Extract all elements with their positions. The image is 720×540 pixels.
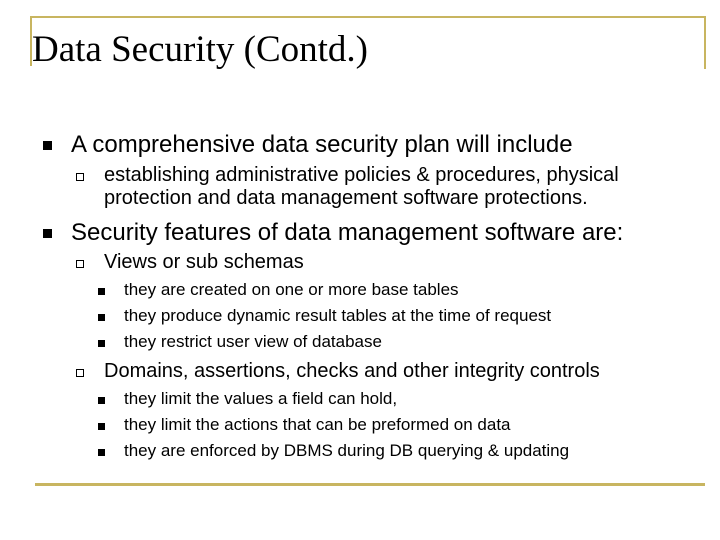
hollow-square-bullet-icon <box>76 369 84 377</box>
bullet-1-text: A comprehensive data security plan will include <box>71 131 573 158</box>
hollow-square-bullet-icon <box>76 173 84 181</box>
bottom-accent-line <box>35 483 705 486</box>
bullet-2-sub-1-text: Views or sub schemas <box>104 251 304 273</box>
square-bullet-icon <box>98 314 105 321</box>
square-bullet-icon <box>98 423 105 430</box>
bullet-1-sub-line-2: protection and data management software protections. <box>104 187 588 209</box>
square-bullet-icon <box>98 449 105 456</box>
hollow-square-bullet-icon <box>76 260 84 268</box>
right-accent-line <box>704 16 706 69</box>
top-accent-line <box>30 16 706 18</box>
bullet-2-sub-2-item-1: they limit the values a field can hold, <box>124 389 398 408</box>
square-bullet-icon <box>98 288 105 295</box>
slide-title: Data Security (Contd.) <box>32 29 368 70</box>
bullet-2-text: Security features of data management software are: <box>71 219 624 246</box>
square-bullet-icon <box>43 141 52 150</box>
bullet-2-sub-2-item-2: they limit the actions that can be preformed on data <box>124 415 511 434</box>
bullet-2-sub-2-item-3: they are enforced by DBMS during DB querying & updating <box>124 441 570 460</box>
bullet-2-sub-1-item-3: they restrict user view of database <box>124 332 382 351</box>
bullet-1-sub-line-1: establishing administrative policies & procedures, physical <box>104 164 619 186</box>
square-bullet-icon <box>98 340 105 347</box>
square-bullet-icon <box>43 229 52 238</box>
bullet-2-sub-2-text: Domains, assertions, checks and other integrity controls <box>104 360 600 382</box>
bullet-2-sub-1-item-1: they are created on one or more base tables <box>124 280 459 299</box>
bullet-2-sub-1-item-2: they produce dynamic result tables at the time of request <box>124 306 552 325</box>
square-bullet-icon <box>98 397 105 404</box>
